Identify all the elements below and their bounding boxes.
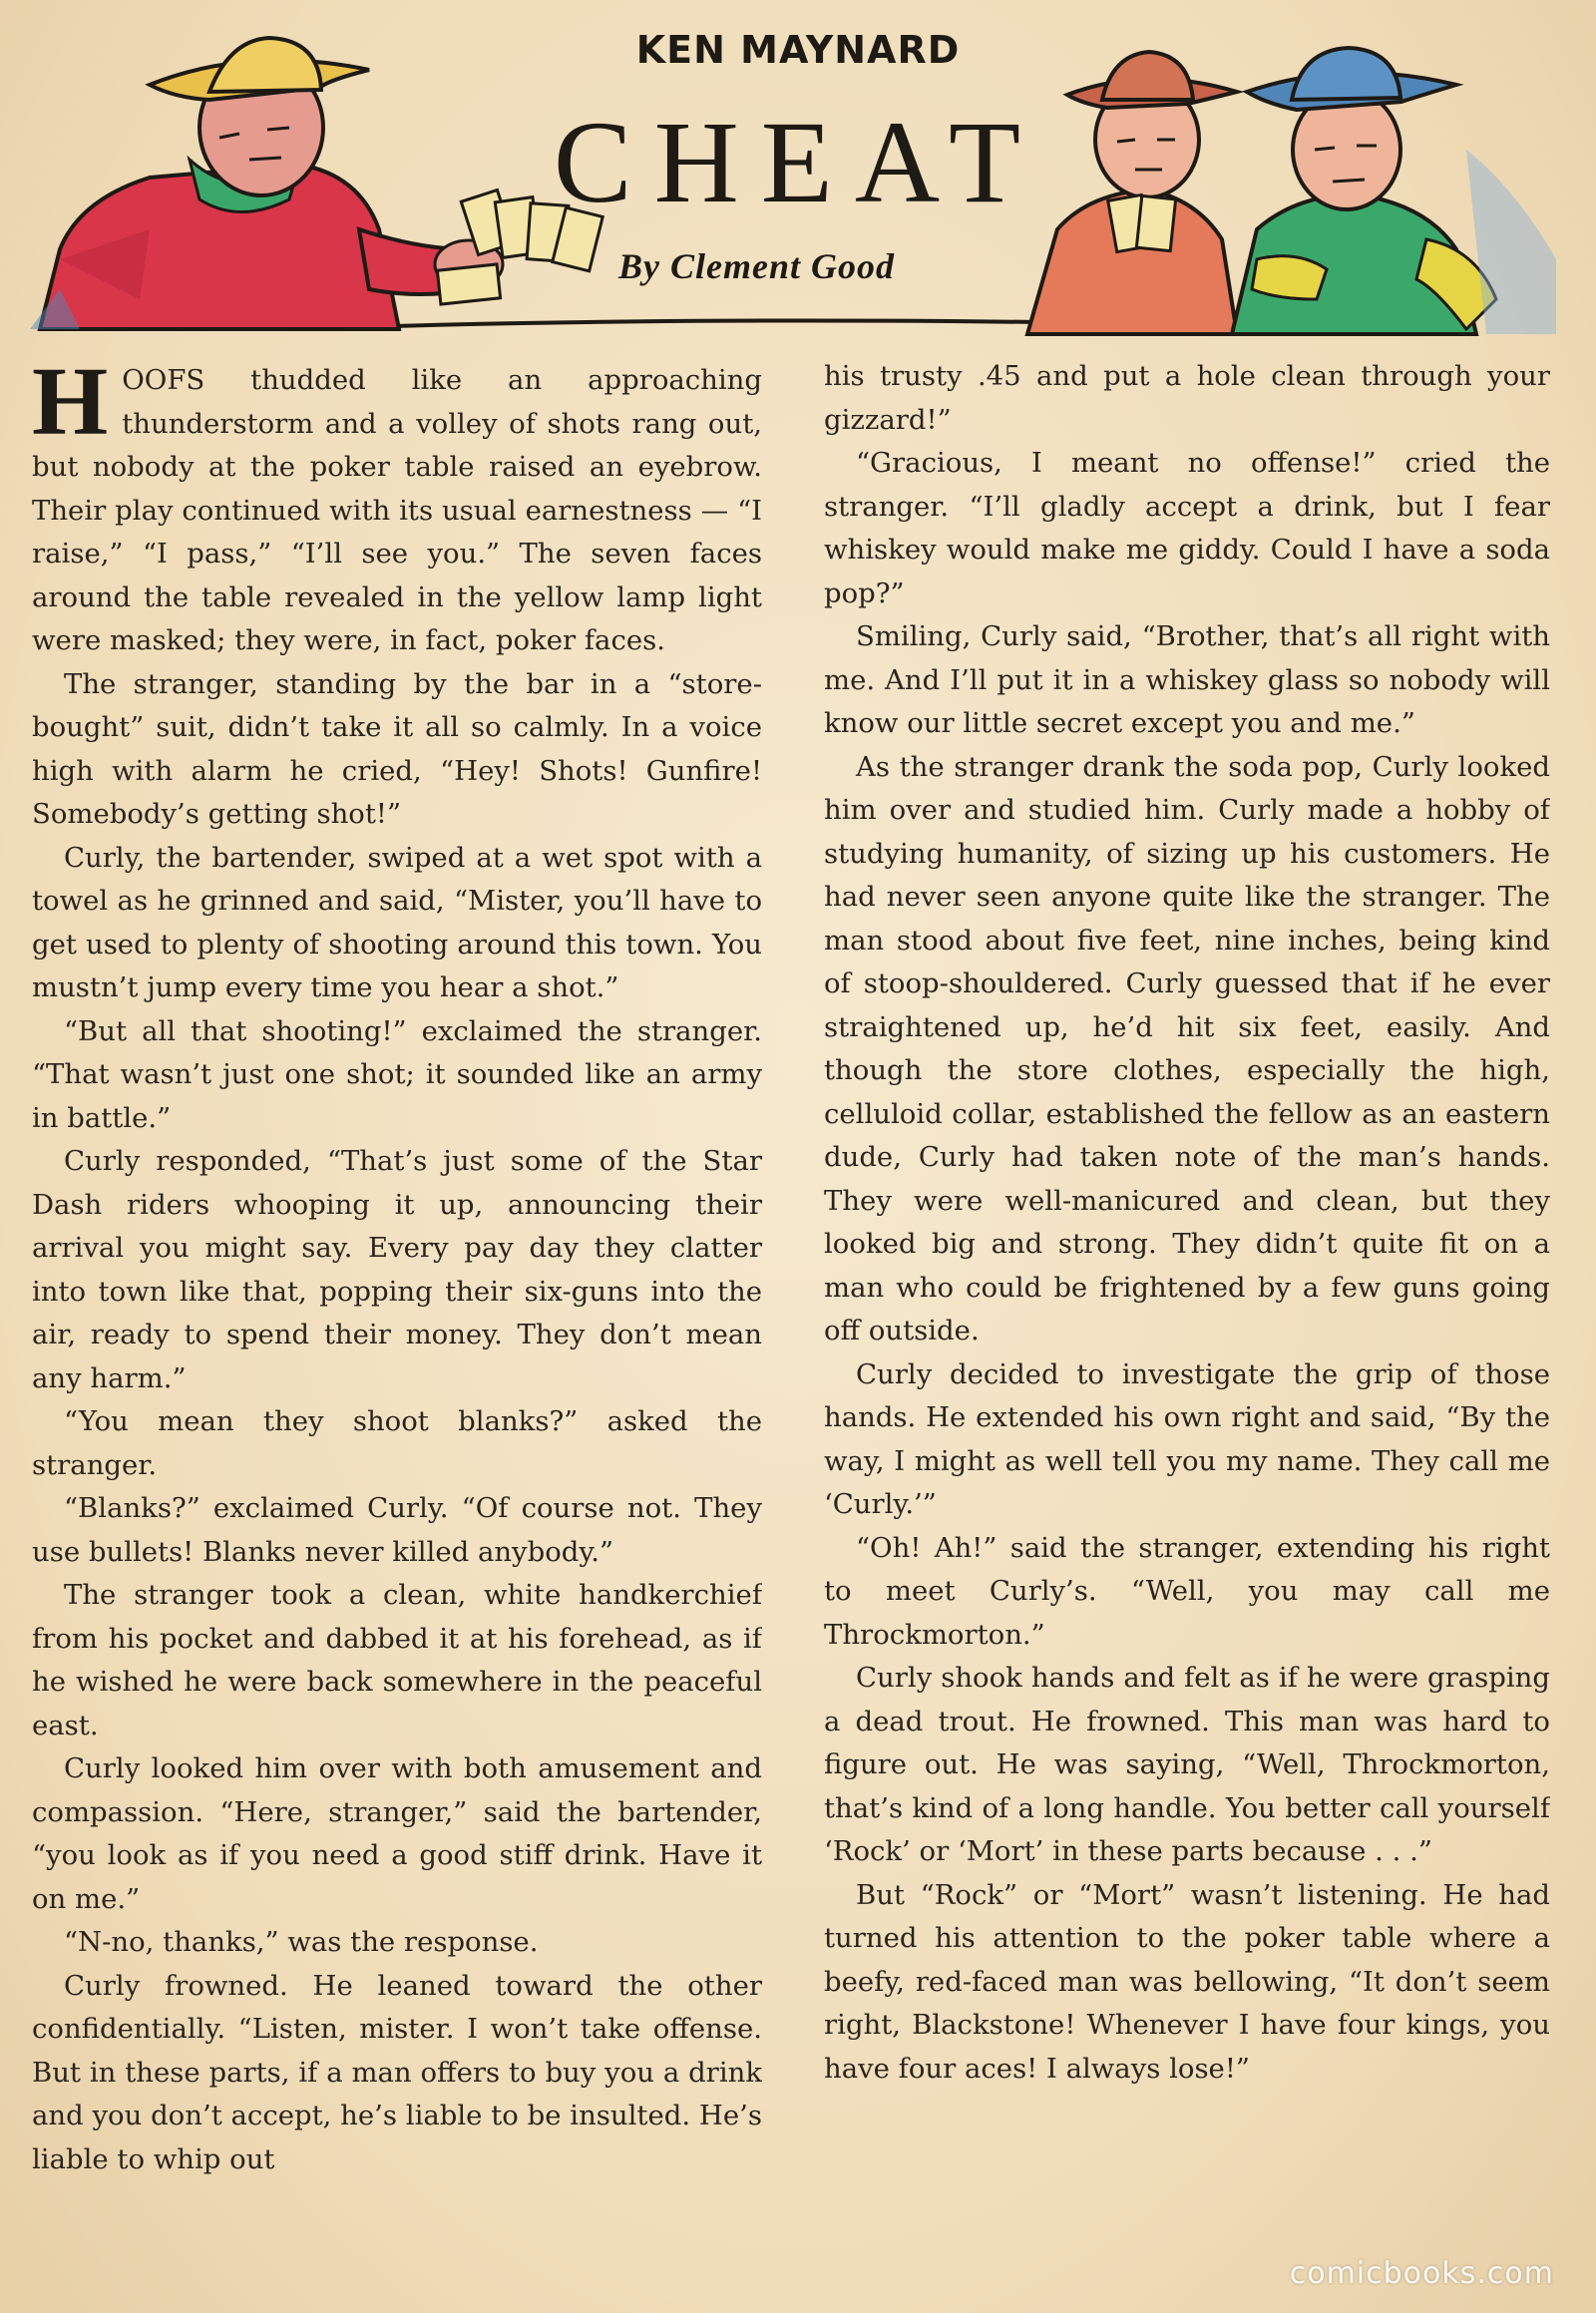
paragraph-text: OOFS thudded like an approaching thunderstorm and a volley of shots rang out, but nobody at the poker table raised an eyebrow. Their play continued with its usual earnestness — “I raise,” “I pass,” “I’ll see you.” The seven faces around the table revealed in the yellow lamp light were masked; they were, in fact, poker faces. (32, 364, 762, 656)
site-watermark: comicbooks.com (1289, 2256, 1554, 2291)
paragraph: The stranger, standing by the bar in a “store-bought” suit, didn’t take it all so calmly. In a voice high with alarm he cried, “Hey! Shots! Gunfire! Somebody’s getting shot!” (32, 667, 762, 830)
drop-cap: H (32, 359, 109, 456)
paragraph: “Blanks?” exclaimed Curly. “Of course not. They use bullets! Blanks never killed anybody.” (32, 1492, 762, 1568)
paragraph: “Gracious, I meant no offense!” cried the stranger. “I’ll gladly accept a drink, but I fear whiskey would make me giddy. Could I have a soda pop?” (824, 447, 1550, 609)
paragraph: Curly frowned. He leaned toward the other confidentially. “Listen, mister. I won’t take offense. But in these parts, if a man offers to buy you a drink and you don’t accept, he’s liable to be insulted. He’s liable to whip out (32, 1969, 762, 2175)
paragraph: Curly looked him over with both amusement and compassion. “Here, stranger,” said the bartender, “you look as if you need a good stiff drink. Have it on me.” (32, 1752, 762, 1915)
story-byline: By Clement Good (618, 246, 895, 286)
paragraph-continuation: his trusty .45 and put a hole clean through your gizzard!” (824, 360, 1550, 436)
story-header (0, 0, 1596, 349)
series-title: KEN MAYNARD (635, 28, 961, 72)
paragraph: But “Rock” or “Mort” wasn’t listening. He had turned his attention to the poker table where a beefy, red-faced man was bellowing, “It don’t seem right, Blackstone! Whenever I have four kings, you have four aces! I always lose!” (824, 1878, 1550, 2085)
left-text-column (32, 359, 762, 2244)
story-title: CHEAT (553, 97, 1043, 227)
paragraph: Curly shook hands and felt as if he were grasping a dead trout. He frowned. This man was hard to figure out. He was saying, “Well, Throckmorton, that’s kind of a long handle. You better call yourself ‘Rock’ or ‘Mort’ in these parts because . . .” (824, 1662, 1550, 1867)
paragraph: Curly, the bartender, swiped at a wet spot with a towel as he grinned and said, “Mister, you’ll have to get used to plenty of shooting around this town. You mustn’t jump every time you hear a shot.” (32, 841, 762, 1003)
paragraph (32, 359, 762, 663)
paragraph: As the stranger drank the soda pop, Curly looked him over and studied him. Curly made a hobby of studying humanity, of sizing up his customers. He had never seen anyone quite like the stranger. The man stood about five feet, nine inches, being kind of stoop-shouldered. Curly guessed that if he ever straightened up, he’d hit six feet, easily. And though the store clothes, especially the high, celluloid collar, established the fellow as an eastern dude, Curly had taken note of the man’s hands. They were well-manicured and clean, but they looked big and strong. They didn’t quite fit on a man who could be frightened by a few guns going off outside. (824, 750, 1550, 1347)
right-text-column (824, 355, 1550, 2240)
paragraph: “N-no, thanks,” was the response. (64, 1926, 539, 1958)
paragraph: Smiling, Curly said, “Brother, that’s all right with me. And I’ll put it in a whiskey glass so nobody will know our little secret except you and me.” (824, 620, 1550, 739)
paragraph: “Oh! Ah!” said the stranger, extending his right to meet Curly’s. “Well, you may call me Throckmorton.” (824, 1531, 1550, 1651)
paragraph: The stranger took a clean, white handkerchief from his pocket and dabbed it at his forehead, as if he wished he were back somewhere in the peaceful east. (32, 1579, 762, 1741)
paragraph: Curly decided to investigate the grip of those hands. He extended his own right and said, “By the way, I might as well tell you my name. They call me ‘Curly.’” (824, 1357, 1550, 1520)
paragraph: Curly responded, “That’s just some of the Star Dash riders whooping it up, announcing their arrival you might say. Every pay day they clatter into town like that, popping their six-guns into the air, ready to spend their money. They don’t mean any harm.” (32, 1145, 762, 1394)
paragraph: “You mean they shoot blanks?” asked the stranger. (32, 1405, 762, 1481)
paragraph: “But all that shooting!” exclaimed the stranger. “That wasn’t just one shot; it sounded like an army in battle.” (32, 1014, 762, 1134)
